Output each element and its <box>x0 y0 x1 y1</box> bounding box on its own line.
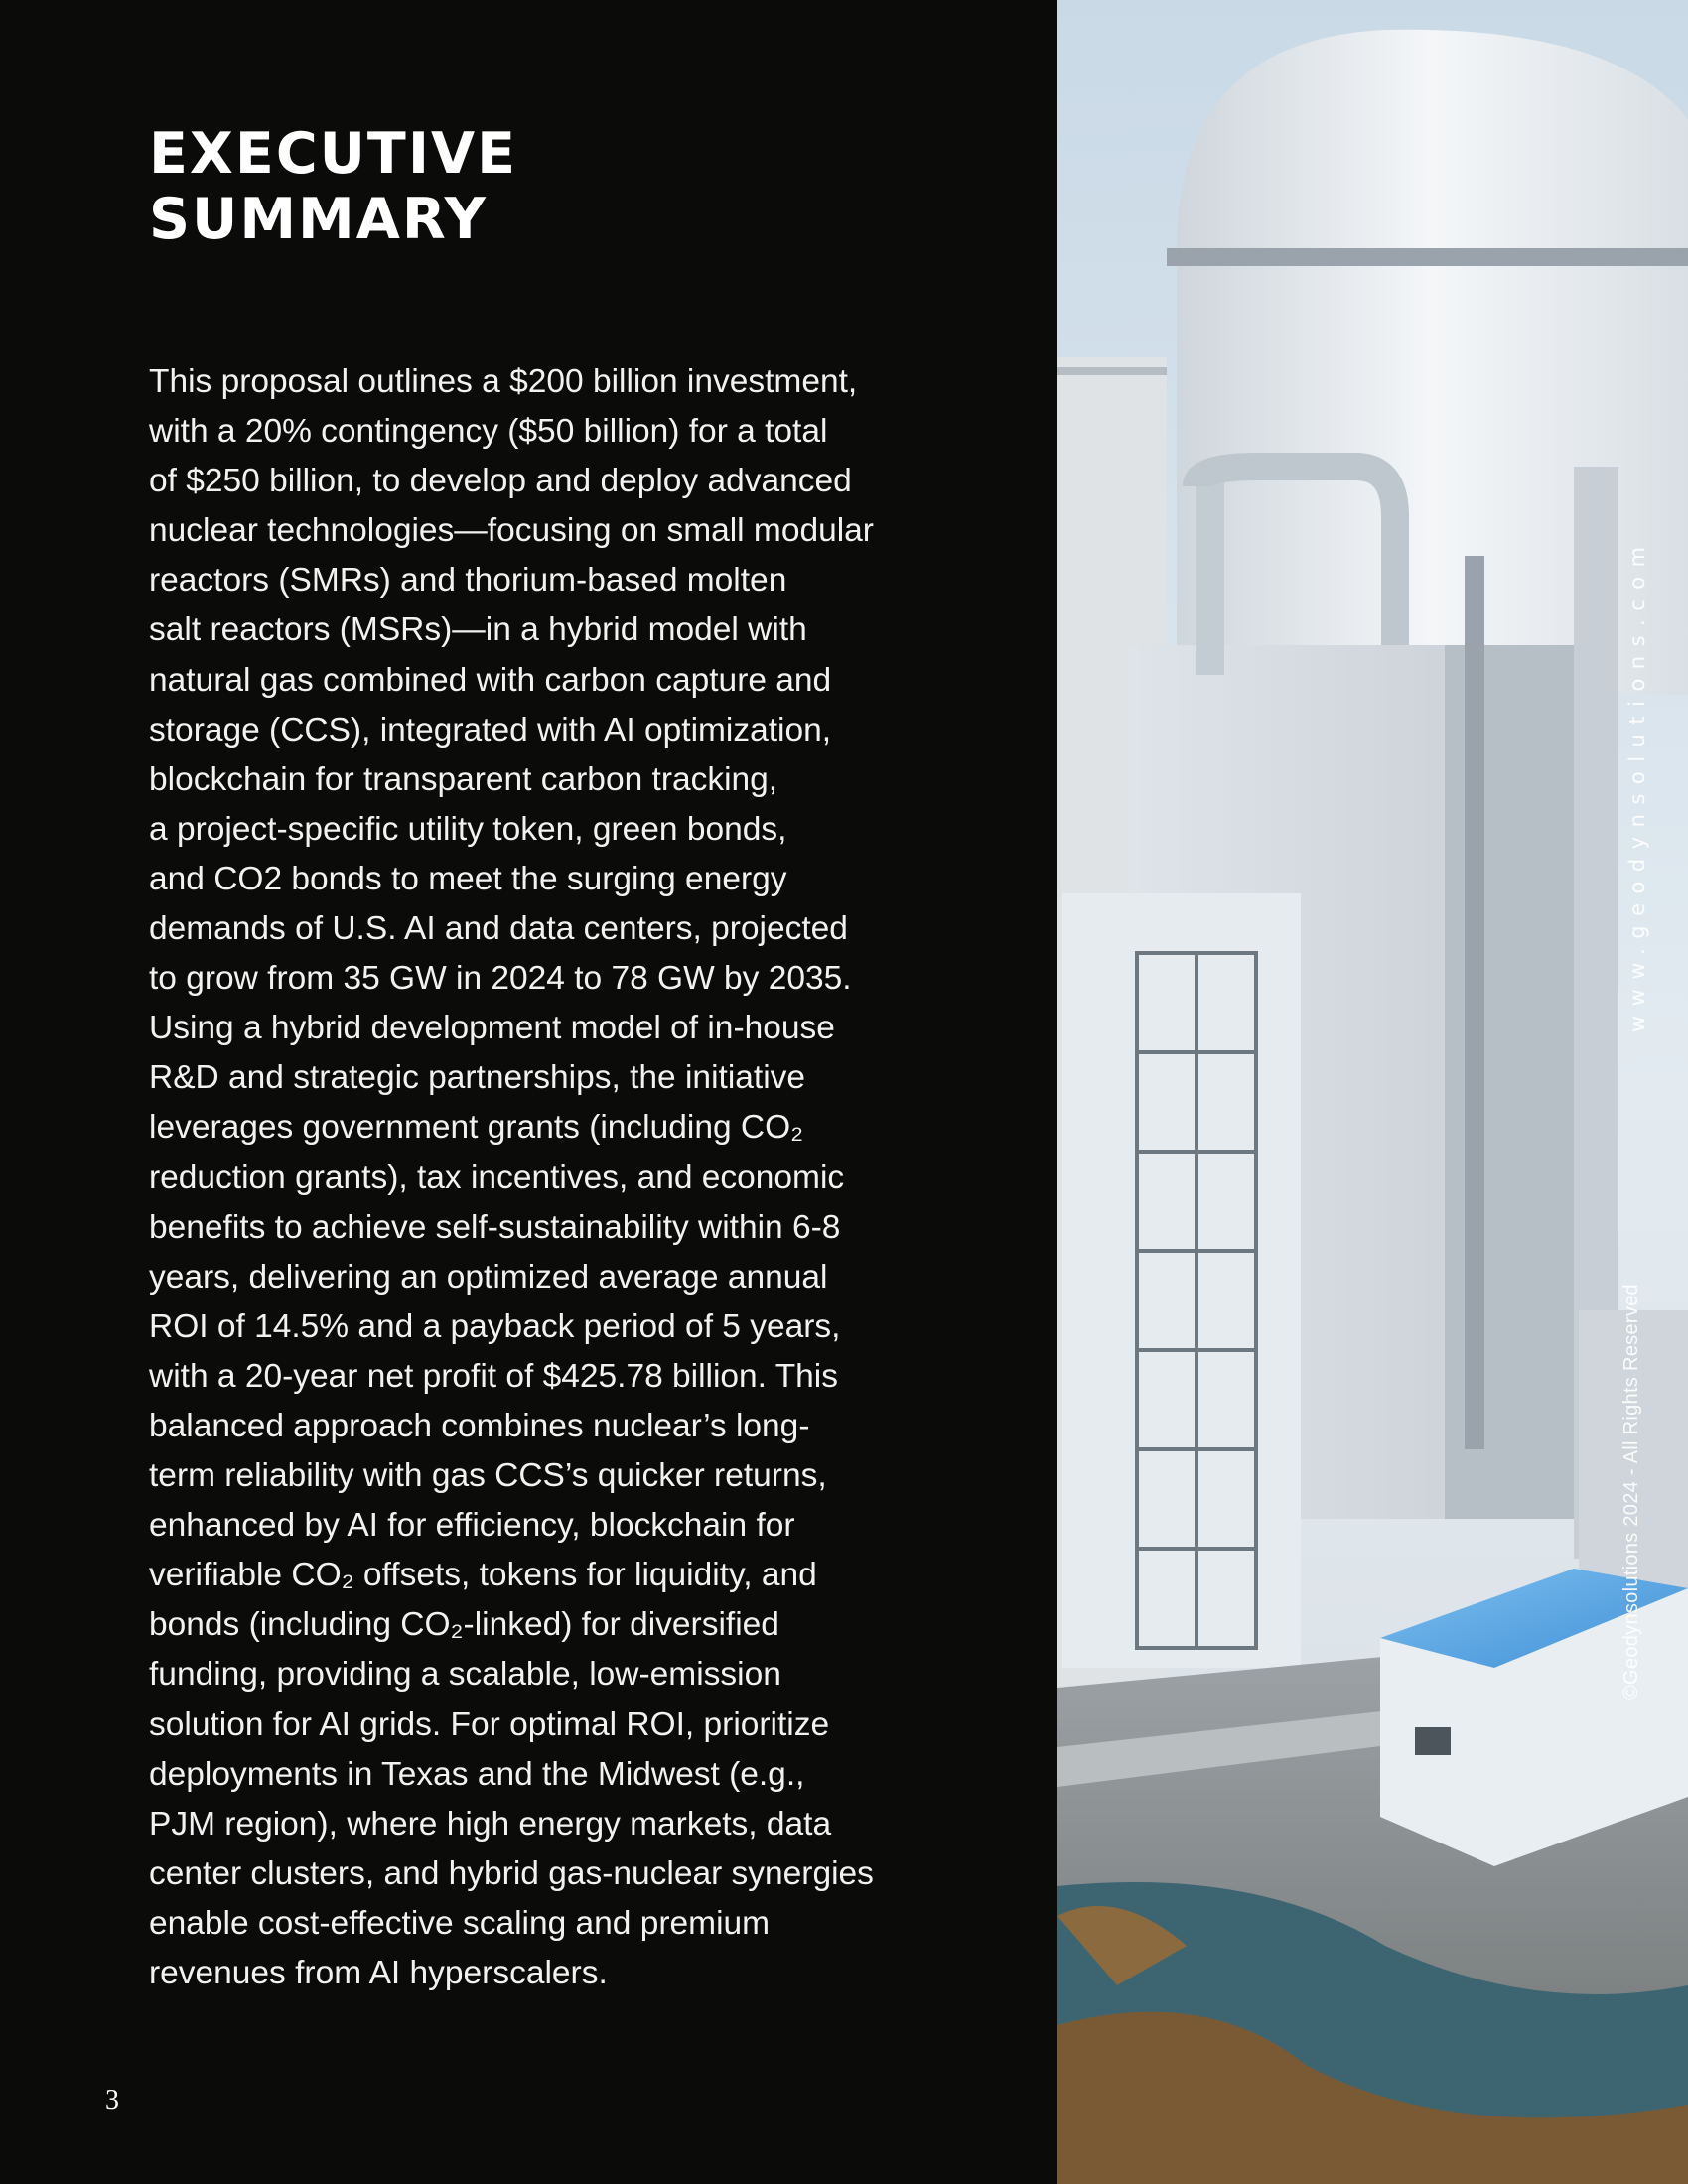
summary-line: salt reactors (MSRs)—in a hybrid model with <box>149 612 807 649</box>
summary-line: PJM region), where high energy markets, data <box>149 1805 832 1843</box>
plant-illustration <box>1057 0 1688 2184</box>
summary-line: nuclear technologies—focusing on small modular <box>149 512 874 550</box>
summary-line: balanced approach combines nuclear’s long- <box>149 1407 810 1444</box>
summary-line: verifiable CO₂ offsets, tokens for liquidity, and <box>149 1557 817 1594</box>
summary-line: term reliability with gas CCS’s quicker returns, <box>149 1457 827 1495</box>
summary-line: blockchain for transparent carbon tracking, <box>149 760 778 798</box>
page-number: 3 <box>105 2085 119 2116</box>
summary-line: and CO2 bonds to meet the surging energy <box>149 860 787 897</box>
summary-line: benefits to achieve self-sustainability within 6-8 <box>149 1208 841 1246</box>
title-line: SUMMARY <box>149 187 488 252</box>
copyright-notice: ©Geodynsolutions 2024 - All Rights Reserved <box>1620 1284 1642 1700</box>
title-line: EXECUTIVE <box>149 121 518 187</box>
summary-line: center clusters, and hybrid gas-nuclear synergies <box>149 1854 874 1892</box>
summary-paragraph <box>149 357 953 1998</box>
summary-line: with a 20-year net profit of $425.78 billion. This <box>149 1357 838 1395</box>
summary-line: with a 20% contingency ($50 billion) for a total <box>149 413 828 451</box>
summary-line: to grow from 35 GW in 2024 to 78 GW by 2035. <box>149 960 852 998</box>
summary-line: bonds (including CO₂-linked) for diversified <box>149 1606 779 1644</box>
summary-line: Using a hybrid development model of in-house <box>149 1010 835 1047</box>
summary-line: enable cost-effective scaling and premium <box>149 1904 771 1942</box>
page-title <box>149 121 517 252</box>
summary-line: funding, providing a scalable, low-emission <box>149 1656 781 1694</box>
summary-line: This proposal outlines a $200 billion investment, <box>149 363 858 400</box>
summary-line: leverages government grants (including CO₂ <box>149 1109 804 1147</box>
website-url: www.geodynsolutions.com <box>1625 537 1649 1032</box>
summary-line: storage (CCS), integrated with AI optimization, <box>149 711 832 749</box>
summary-line: R&D and strategic partnerships, the initiative <box>149 1059 806 1097</box>
summary-line: years, delivering an optimized average annual <box>149 1258 828 1296</box>
nuclear-plant-photo <box>1057 0 1688 2184</box>
summary-line: reduction grants), tax incentives, and economic <box>149 1159 845 1196</box>
summary-line: solution for AI grids. For optimal ROI, prioritize <box>149 1706 830 1743</box>
summary-line: demands of U.S. AI and data centers, projected <box>149 910 848 948</box>
summary-line: reactors (SMRs) and thorium-based molten <box>149 562 787 600</box>
summary-line: deployments in Texas and the Midwest (e.g., <box>149 1755 805 1793</box>
summary-line: ROI of 14.5% and a payback period of 5 years, <box>149 1307 841 1345</box>
summary-line: a project-specific utility token, green bonds, <box>149 810 787 848</box>
summary-line: natural gas combined with carbon capture and <box>149 661 832 699</box>
summary-line: of $250 billion, to develop and deploy advanced <box>149 463 852 500</box>
summary-line: revenues from AI hyperscalers. <box>149 1955 608 1991</box>
summary-line: enhanced by AI for efficiency, blockchain for <box>149 1507 795 1545</box>
